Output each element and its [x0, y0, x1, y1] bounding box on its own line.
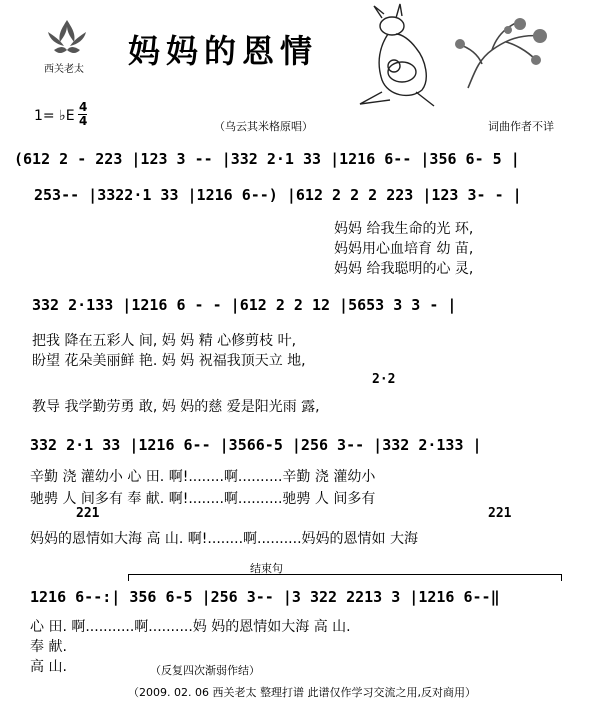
footer-credit: （2009. 02. 06 西关老太 整理打谱 此谱仅作学习交流之用,反对商用）	[128, 686, 476, 699]
time-signature-bottom: 4	[79, 114, 88, 128]
lyric-line: 奉 献.	[30, 639, 67, 655]
ending-label: 结束句	[250, 562, 283, 575]
kangaroo-icon	[330, 0, 440, 108]
music-row-5: 1216 6--:| 356 6-5 |256 3-- |3 322 2213 3 |1216 6--‖	[30, 588, 500, 606]
lyric-line: 驰骋 人 间多有 奉 献. 啊!........啊..........驰骋 人 间多有	[30, 491, 376, 507]
lyric-line: 盼望 花朵美丽鲜 艳. 妈 妈 祝福我顶天立 地,	[32, 353, 306, 369]
music-row-2: 253-- |3322·1 33 |1216 6--) |612 2 2 2 223 |123 3- - |	[34, 186, 522, 204]
lyric-line: 妈妈 给我生命的光 环,	[334, 221, 474, 237]
lyric-line: 教导 我学勤劳勇 敢, 妈 妈的慈 爱是阳光雨 露,	[32, 399, 320, 415]
key-signature: 1= ♭E	[34, 108, 75, 124]
lyric-line: 辛勤 浇 灌幼小 心 田. 啊!........啊..........辛勤 浇 灌幼小	[30, 469, 376, 485]
repeat-note: （反复四次渐弱作结）	[150, 664, 260, 677]
ending-bracket	[128, 574, 562, 581]
lyric-line: 妈妈 给我聪明的心 灵,	[334, 261, 474, 277]
lyric-line: 妈妈用心血培育 幼 苗,	[334, 241, 474, 257]
alt-notes: 221	[488, 506, 512, 521]
music-row-4: 332 2·1 33 |1216 6-- |3566-5 |256 3-- |332 2·133 |	[30, 436, 482, 454]
tree-illustration	[448, 14, 554, 90]
music-row-3: 332 2·133 |1216 6 - - |612 2 2 12 |5653 3 3 - |	[32, 296, 457, 314]
page-title: 妈妈的恩情	[128, 32, 319, 70]
tree-icon	[448, 14, 554, 90]
stamp-text: 西关老太	[44, 64, 84, 75]
lyric-line: 心 田. 啊...........啊..........妈 妈的恩情如大海 高 山.	[30, 619, 351, 635]
singer-credit: （乌云其米格原唱）	[214, 120, 313, 133]
alt-notes: 2·2	[372, 372, 396, 387]
author-credit: 词曲作者不详	[488, 120, 554, 133]
kangaroo-illustration	[330, 0, 440, 108]
time-signature-top: 4	[79, 100, 88, 114]
alt-notes: 221	[76, 506, 100, 521]
lyric-line: 把我 降在五彩人 间, 妈 妈 精 心修剪枝 叶,	[32, 333, 297, 349]
music-row-1: (612 2 - 223 |123 3 -- |332 2·1 33 |1216 6-- |356 6- 5 |	[14, 150, 520, 168]
lyric-line: 妈妈的恩情如大海 高 山. 啊!........啊..........妈妈的恩情如 大海	[30, 531, 418, 547]
lyric-line: 高 山.	[30, 659, 67, 675]
